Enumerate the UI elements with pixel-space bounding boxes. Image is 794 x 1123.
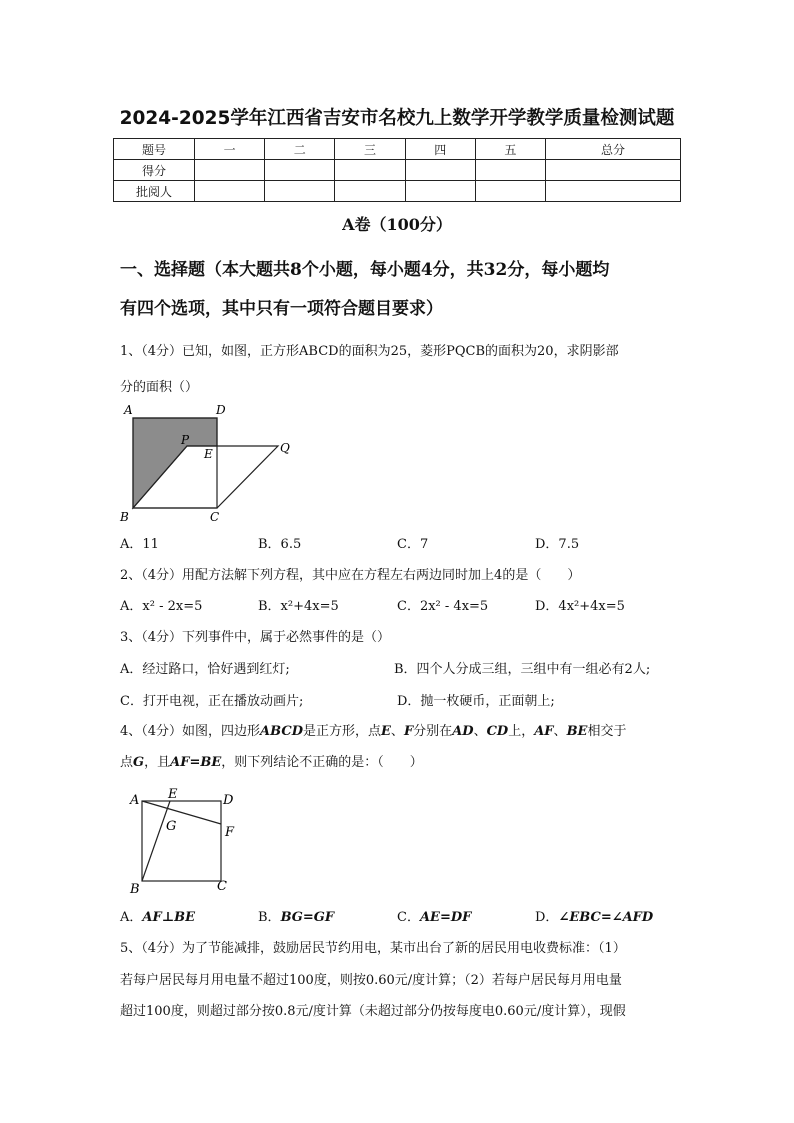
q4-var: F bbox=[403, 724, 414, 739]
q4-text: 、 bbox=[553, 724, 567, 739]
score-table-header: 一 bbox=[195, 139, 265, 160]
q4-label-c: C bbox=[217, 879, 227, 894]
q5-stem-line3: 超过100度，则超过部分按0.8元/度计算（未超过部分仍按每度电0.60元/度计算），现假 bbox=[120, 1004, 626, 1019]
q4-option-letter: A． bbox=[120, 910, 143, 925]
q4-var: ABCD bbox=[260, 724, 303, 739]
q4-text: 上， bbox=[508, 724, 535, 739]
q1-label-b: B bbox=[120, 510, 129, 524]
q4-text: 点 bbox=[120, 755, 134, 770]
q4-text: 、 bbox=[390, 724, 404, 739]
score-cell[interactable] bbox=[405, 160, 475, 181]
q4-label-a: A bbox=[130, 793, 140, 808]
q1-stem-line2: 分的面积（） bbox=[120, 380, 199, 395]
q4-text: 是正方形，点 bbox=[302, 724, 381, 739]
score-table-row bbox=[114, 160, 681, 181]
q4-option-letter: C． bbox=[397, 910, 420, 925]
q2-stem: 2、（4分）用配方法解下列方程，其中应在方程左右两边同时加上4的是（ ） bbox=[120, 568, 581, 583]
q4-option-b[interactable] bbox=[258, 906, 334, 925]
q4-segment-be bbox=[142, 801, 170, 881]
score-cell[interactable] bbox=[546, 181, 681, 202]
page-title: 2024-2025学年江西省吉安市名校九上数学开学教学质量检测试题 bbox=[119, 108, 675, 129]
q4-var: E bbox=[381, 724, 391, 739]
q3-option-b[interactable]: B．四个人分成三组，三组中有一组必有2人; bbox=[394, 662, 651, 677]
q2-option-c[interactable]: C．2x² - 4x=5 bbox=[397, 599, 489, 614]
q3-option-d[interactable]: D．抛一枚硬币，正面朝上; bbox=[397, 694, 555, 709]
q1-label-a: A bbox=[124, 403, 133, 417]
score-table-row bbox=[114, 181, 681, 202]
q1-label-c: C bbox=[210, 510, 220, 524]
q1-option-c[interactable]: C．7 bbox=[397, 537, 429, 552]
q4-var: AF=BE bbox=[170, 755, 222, 770]
q5-stem-line1: 5、（4分）为了节能减排，鼓励居民节约用电，某市出台了新的居民用电收费标准：（1） bbox=[120, 941, 626, 956]
q1-label-q: Q bbox=[280, 441, 290, 455]
q4-var: CD bbox=[486, 724, 509, 739]
q4-option-a[interactable] bbox=[120, 906, 195, 925]
q4-var: AD bbox=[452, 724, 474, 739]
section1-heading-line2: 有四个选项，其中只有一项符合题目要求） bbox=[120, 299, 443, 319]
q3-option-a[interactable]: A．经过路口，恰好遇到红灯; bbox=[120, 662, 290, 677]
score-table-header: 五 bbox=[475, 139, 545, 160]
q4-stem-line2 bbox=[120, 751, 423, 770]
q4-option-d[interactable] bbox=[535, 906, 653, 925]
q1-option-d[interactable]: D．7.5 bbox=[535, 537, 580, 552]
q3-stem: 3、（4分）下列事件中，属于必然事件的是（） bbox=[120, 630, 391, 645]
q4-figure bbox=[125, 783, 255, 898]
score-row-label: 批阅人 bbox=[114, 181, 195, 202]
q4-segment-af bbox=[142, 801, 221, 824]
q4-option-text: AF⊥BE bbox=[142, 910, 196, 925]
q4-text: 4、（4分）如图，四边形 bbox=[120, 724, 261, 739]
score-row-label: 得分 bbox=[114, 160, 195, 181]
q1-option-a[interactable]: A．11 bbox=[120, 537, 159, 552]
score-cell[interactable] bbox=[265, 160, 335, 181]
q4-label-e: E bbox=[168, 787, 178, 802]
q2-option-d[interactable]: D．4x²+4x=5 bbox=[535, 599, 625, 614]
q4-text: 分别在 bbox=[413, 724, 453, 739]
q4-label-g: G bbox=[166, 819, 177, 834]
q2-option-a[interactable]: A．x² - 2x=5 bbox=[120, 599, 203, 614]
score-cell[interactable] bbox=[265, 181, 335, 202]
score-cell[interactable] bbox=[546, 160, 681, 181]
q4-option-text: ∠EBC=∠AFD bbox=[558, 910, 654, 925]
q4-option-c[interactable] bbox=[397, 906, 471, 925]
score-table-header: 二 bbox=[265, 139, 335, 160]
q4-option-letter: D． bbox=[535, 910, 559, 925]
score-cell[interactable] bbox=[335, 181, 405, 202]
q1-stem-line1: 1、（4分）已知，如图，正方形ABCD的面积为25，菱形PQCB的面积为20，求阴影部 bbox=[120, 344, 619, 359]
q4-option-text: BG=GF bbox=[280, 910, 335, 925]
q3-option-c[interactable]: C．打开电视，正在播放动画片; bbox=[120, 694, 304, 709]
q1-label-p: P bbox=[181, 433, 190, 447]
q5-stem-line2: 若每户居民每月用电量不超过100度，则按0.60元/度计算；（2）若每户居民每月用电量 bbox=[120, 973, 622, 988]
q4-var: G bbox=[133, 755, 145, 770]
score-cell[interactable] bbox=[475, 160, 545, 181]
q4-label-f: F bbox=[225, 825, 235, 840]
score-table-header-row bbox=[114, 139, 681, 160]
score-table-header: 题号 bbox=[114, 139, 195, 160]
q4-text: 、 bbox=[473, 724, 487, 739]
section1-heading-line1: 一、选择题（本大题共8个小题，每小题4分，共32分，每小题均 bbox=[120, 260, 610, 280]
q2-option-b[interactable]: B．x²+4x=5 bbox=[258, 599, 339, 614]
score-table-header: 总分 bbox=[546, 139, 681, 160]
q1-shaded-region bbox=[133, 418, 217, 508]
score-table bbox=[113, 138, 681, 202]
score-cell[interactable] bbox=[405, 181, 475, 202]
score-cell[interactable] bbox=[195, 181, 265, 202]
q4-label-b: B bbox=[130, 882, 140, 897]
score-table-header: 四 bbox=[405, 139, 475, 160]
q4-text: ，且 bbox=[144, 755, 171, 770]
volume-a-heading: A卷（100分） bbox=[342, 215, 452, 234]
q4-stem-line1 bbox=[120, 720, 626, 739]
q4-option-text: AE=DF bbox=[419, 910, 472, 925]
q4-label-d: D bbox=[223, 793, 234, 808]
score-cell[interactable] bbox=[475, 181, 545, 202]
score-cell[interactable] bbox=[195, 160, 265, 181]
q4-var: BE bbox=[566, 724, 588, 739]
score-cell[interactable] bbox=[335, 160, 405, 181]
q4-var: AF bbox=[534, 724, 554, 739]
q4-text: 相交于 bbox=[587, 724, 627, 739]
q4-text: ，则下列结论不正确的是：（ ） bbox=[221, 755, 423, 770]
q1-label-e: E bbox=[204, 447, 213, 461]
q1-option-b[interactable]: B．6.5 bbox=[258, 537, 302, 552]
q1-label-d: D bbox=[216, 403, 226, 417]
q4-option-letter: B． bbox=[258, 910, 281, 925]
score-table-header: 三 bbox=[335, 139, 405, 160]
q1-figure bbox=[110, 398, 310, 528]
